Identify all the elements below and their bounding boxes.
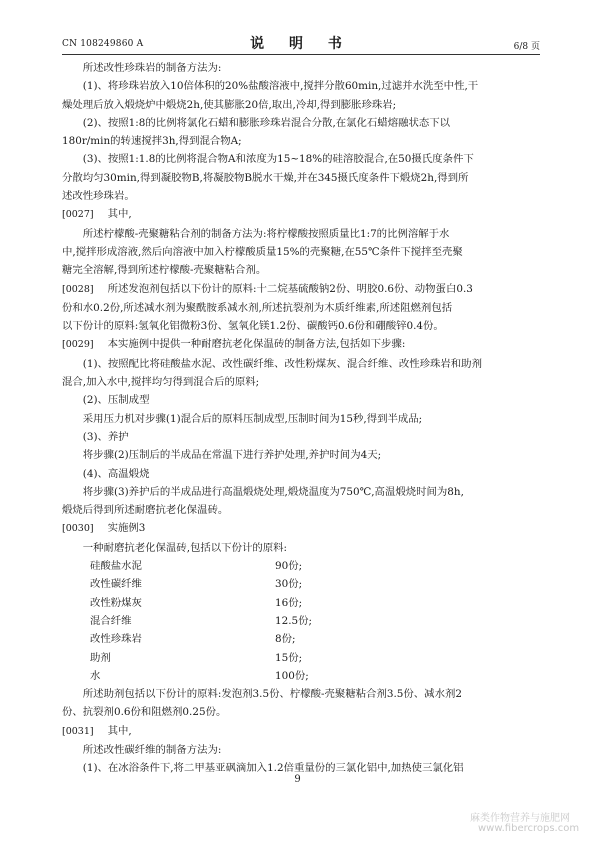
example-heading: 实施例3 <box>107 522 146 535</box>
text-line: 混合,加入水中,搅拌均匀得到混合后的原料; <box>62 376 260 389</box>
page-number: 9 <box>294 774 301 785</box>
text-line: 所述柠檬酸-壳聚糖粘合剂的制备方法为:将柠檬酸按照质量比1:7的比例溶解于水 <box>82 227 450 240</box>
table-row <box>62 649 538 667</box>
ingredient-amount: 16份; <box>275 596 303 609</box>
text-line: (1)、按照配比将硅酸盐水泥、改性碳纤维、改性粉煤灰、混合纤维、改性珍珠岩和助剂 <box>82 357 482 370</box>
publication-number: CN 108249860 A <box>62 39 144 49</box>
ingredient-table <box>62 557 538 685</box>
text-line: 所述改性珍珠岩的制备方法为: <box>82 62 222 74</box>
text-line: 一种耐磨抗老化保温砖,包括以下份计的原料: <box>82 541 288 554</box>
watermark-text: 麻类作物营养与施肥网 <box>470 813 570 824</box>
text-line: (2)、压制成型 <box>82 394 150 407</box>
text-line: 180r/min的转速搅拌3h,得到混合物A; <box>62 135 242 148</box>
ingredient-amount: 15份; <box>275 651 303 664</box>
ingredient-amount: 100份; <box>275 669 309 682</box>
ingredient-amount: 30份; <box>275 578 303 591</box>
paragraph-0031 <box>62 722 538 741</box>
document-title: 说 明 书 <box>250 36 352 52</box>
header-divider <box>62 54 540 55</box>
page-of-total: 6/8 页 <box>513 42 540 52</box>
ingredient-name: 硅酸盐水泥 <box>90 560 142 573</box>
ingredient-name: 水 <box>90 669 101 682</box>
paragraph-tag: [0029] <box>62 339 94 351</box>
table-row <box>62 575 538 593</box>
text-line: 煅烧后得到所述耐磨抗老化保温砖。 <box>62 504 229 517</box>
text-line: 燥处理后放入煅烧炉中煅烧2h,使其膨胀20倍,取出,冷却,得到膨胀珍珠岩; <box>62 98 397 111</box>
table-row <box>62 667 538 685</box>
text-line: 中,搅拌形成溶液,然后向溶液中加入柠檬酸质量15%的壳聚糖,在55℃条件下搅拌至壳聚 <box>62 245 463 258</box>
ingredient-amount: 12.5份; <box>275 614 313 627</box>
text-line: 述改性珍珠岩。 <box>62 190 135 203</box>
text-line: 份和水0.2份,所述减水剂为聚酰胺系减水剂,所述抗裂剂为木质纤维素,所述阻燃剂包括 <box>62 301 453 314</box>
paragraph-0028 <box>62 280 538 299</box>
table-row <box>62 557 538 575</box>
text-line: 将步骤(2)压制后的半成品在常温下进行养护处理,养护时间为4天; <box>82 449 382 462</box>
paragraph-0029 <box>62 335 538 354</box>
ingredient-name: 改性碳纤维 <box>90 578 142 591</box>
paragraph-tag: [0031] <box>62 725 94 737</box>
text-line: 将步骤(3)养护后的半成品进行高温煅烧处理,煅烧温度为750℃,高温煅烧时间为8h, <box>82 485 464 498</box>
page-header <box>62 33 540 53</box>
text-line: (2)、按照1:8的比例将氯化石蜡和膨胀珍珠岩混合分散,在氯化石蜡熔融状态下以 <box>82 116 451 129</box>
ingredient-name: 混合纤维 <box>90 614 132 627</box>
paragraph-tag: [0027] <box>62 209 94 221</box>
text-line: 所述改性碳纤维的制备方法为: <box>82 743 222 756</box>
text-line: 其中, <box>107 208 132 221</box>
text-line: 所述发泡剂包括以下份计的原料:十二烷基硫酸钠2份、明胶0.6份、动物蛋白0.3 <box>107 282 473 295</box>
ingredient-name: 改性粉煤灰 <box>90 596 142 609</box>
text-line: 份、抗裂剂0.6份和阻燃剂0.25份。 <box>62 706 227 719</box>
text-line: 所述助剂包括以下份计的原料:发泡剂3.5份、柠檬酸-壳聚糖粘合剂3.5份、减水剂2 <box>82 688 462 701</box>
watermark-url: www.fibercrops.com <box>478 823 580 834</box>
paragraph-tag: [0028] <box>62 283 94 295</box>
ingredient-name: 改性珍珠岩 <box>90 633 142 646</box>
text-line: (4)、高温煅烧 <box>82 467 150 480</box>
text-line: (3)、养护 <box>82 430 129 443</box>
table-row <box>62 612 538 630</box>
paragraph-0030 <box>62 519 538 538</box>
table-row <box>62 594 538 612</box>
paragraph-tag: [0030] <box>62 523 94 535</box>
text-line: 糖完全溶解,得到所述柠檬酸-壳聚糖粘合剂。 <box>62 264 267 277</box>
ingredient-amount: 90份; <box>275 560 303 573</box>
text-line: (1)、在冰浴条件下,将二甲基亚砜滴加入1.2倍重量份的三氯化铝中,加热使三氯化铝 <box>82 762 464 775</box>
text-line: (3)、按照1:1.8的比例将混合物A和浓度为15~18%的硅溶胶混合,在50摄氏度条件下 <box>82 153 474 166</box>
ingredient-name: 助剂 <box>90 651 111 664</box>
ingredient-amount: 8份; <box>275 633 296 646</box>
document-body <box>62 59 538 778</box>
text-line: 以下份计的原料:氢氧化铝微粉3份、氢氧化镁1.2份、碳酸钙0.6份和硼酸锌0.4份。 <box>62 320 444 333</box>
text-line: (1)、将珍珠岩放入10倍体积的20%盐酸溶液中,搅拌分散60min,过滤并水洗至中性,干 <box>82 80 479 93</box>
text-line: 采用压力机对步骤(1)混合后的原料压制成型,压制时间为15秒,得到半成品; <box>82 412 423 425</box>
text-line: 本实施例中提供一种耐磨抗老化保温砖的制备方法,包括如下步骤: <box>107 338 406 351</box>
text-line: 分散均匀30min,得到凝胶物B,将凝胶物B脱水干燥,并在345摄氏度条件下煅烧2h,得到所 <box>62 171 469 184</box>
paragraph-0027 <box>62 205 538 224</box>
text-line: 其中, <box>107 724 132 737</box>
table-row <box>62 630 538 648</box>
